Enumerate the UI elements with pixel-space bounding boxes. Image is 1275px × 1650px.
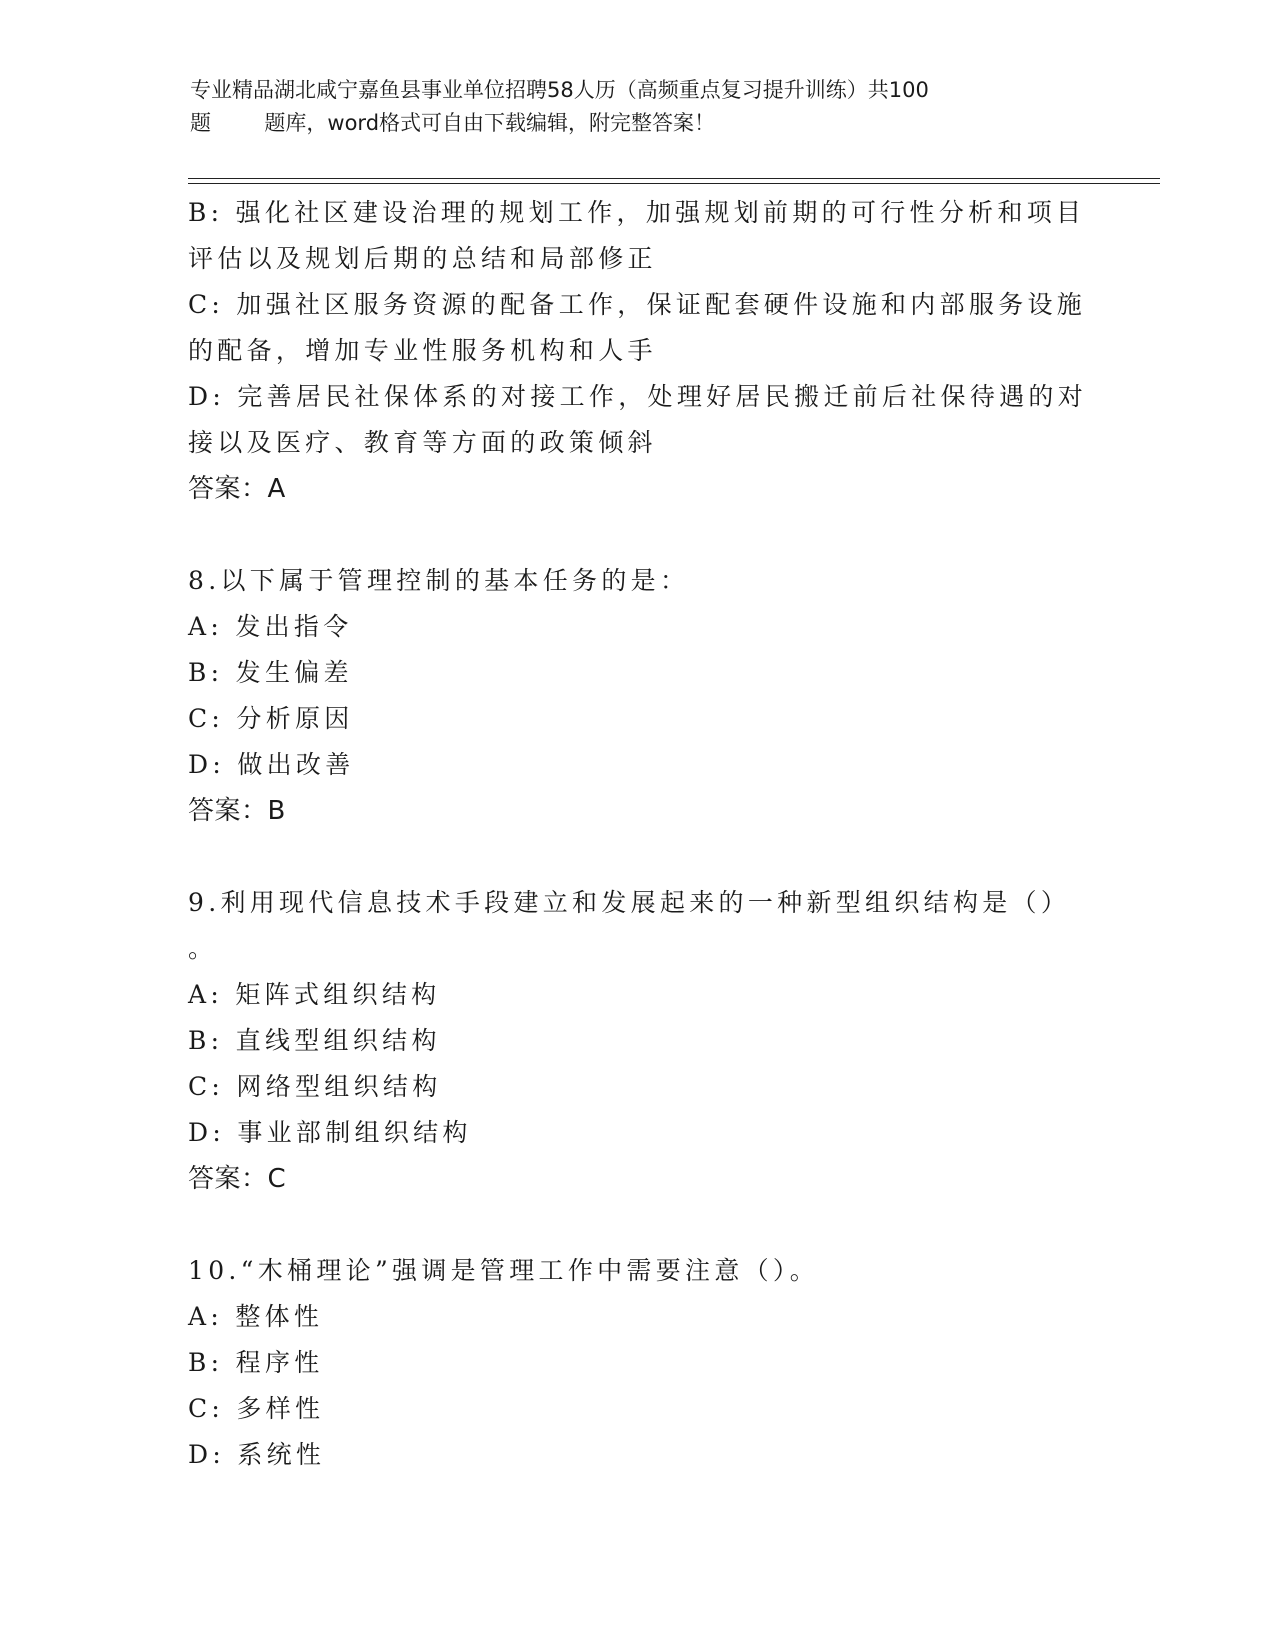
option-line: B: 强化社区建设治理的规划工作，加强规划前期的可行性分析和项目	[188, 198, 1086, 227]
question-text: 10.“木桶理论”强调是管理工作中需要注意（）。	[188, 1256, 820, 1285]
option-line: 接以及医疗、教育等方面的政策倾斜	[188, 428, 657, 457]
option-d: D: 做出改善	[188, 750, 355, 779]
option-b: B: 程序性	[188, 1348, 324, 1377]
option-d: D: 系统性	[188, 1440, 326, 1469]
spacer	[188, 1202, 1088, 1248]
option-a: A: 整体性	[188, 1302, 324, 1331]
question-text: 8.以下属于管理控制的基本任务的是：	[188, 566, 690, 595]
option-b	[188, 190, 1088, 282]
option-line: 评估以及规划后期的总结和局部修正	[188, 244, 657, 273]
answer-line: 答案：A	[188, 474, 286, 504]
option-b: B: 发生偏差	[188, 658, 353, 687]
option-c: C: 多样性	[188, 1394, 325, 1423]
option-d: D: 事业部制组织结构	[188, 1118, 472, 1147]
question-text: 9.利用现代信息技术手段建立和发展起来的一种新型组织结构是（）	[188, 888, 1071, 917]
header-rule-bottom	[188, 183, 1160, 184]
option-d	[188, 374, 1088, 466]
option-line: D: 完善居民社保体系的对接工作，处理好居民搬迁前后社保待遇的对	[188, 382, 1088, 411]
header-rule-top	[188, 178, 1160, 179]
option-a: A: 发出指令	[188, 612, 353, 641]
option-c: C: 网络型组织结构	[188, 1072, 442, 1101]
option-line: C: 加强社区服务资源的配备工作，保证配套硬件设施和内部服务设施	[188, 290, 1087, 319]
question-content	[188, 190, 1088, 1478]
header-title-line-2: 题 题库，word格式可自由下载编辑，附完整答案！	[190, 111, 716, 135]
answer-line: 答案：B	[188, 796, 286, 826]
document-header	[190, 74, 1090, 140]
option-a: A: 矩阵式组织结构	[188, 980, 441, 1009]
header-title-line-1: 专业精品湖北咸宁嘉鱼县事业单位招聘58人历（高频重点复习提升训练）共100	[190, 78, 929, 102]
prev-question	[188, 190, 1088, 512]
option-c: C: 分析原因	[188, 704, 354, 733]
option-c	[188, 282, 1088, 374]
question-9	[188, 880, 1088, 1202]
option-b: B: 直线型组织结构	[188, 1026, 441, 1055]
question-10	[188, 1248, 1088, 1478]
answer-line: 答案：C	[188, 1164, 287, 1194]
option-line: 的配备，增加专业性服务机构和人手	[188, 336, 657, 365]
spacer	[188, 512, 1088, 558]
question-text-continued: 。	[188, 934, 218, 963]
question-8	[188, 558, 1088, 834]
spacer	[188, 834, 1088, 880]
